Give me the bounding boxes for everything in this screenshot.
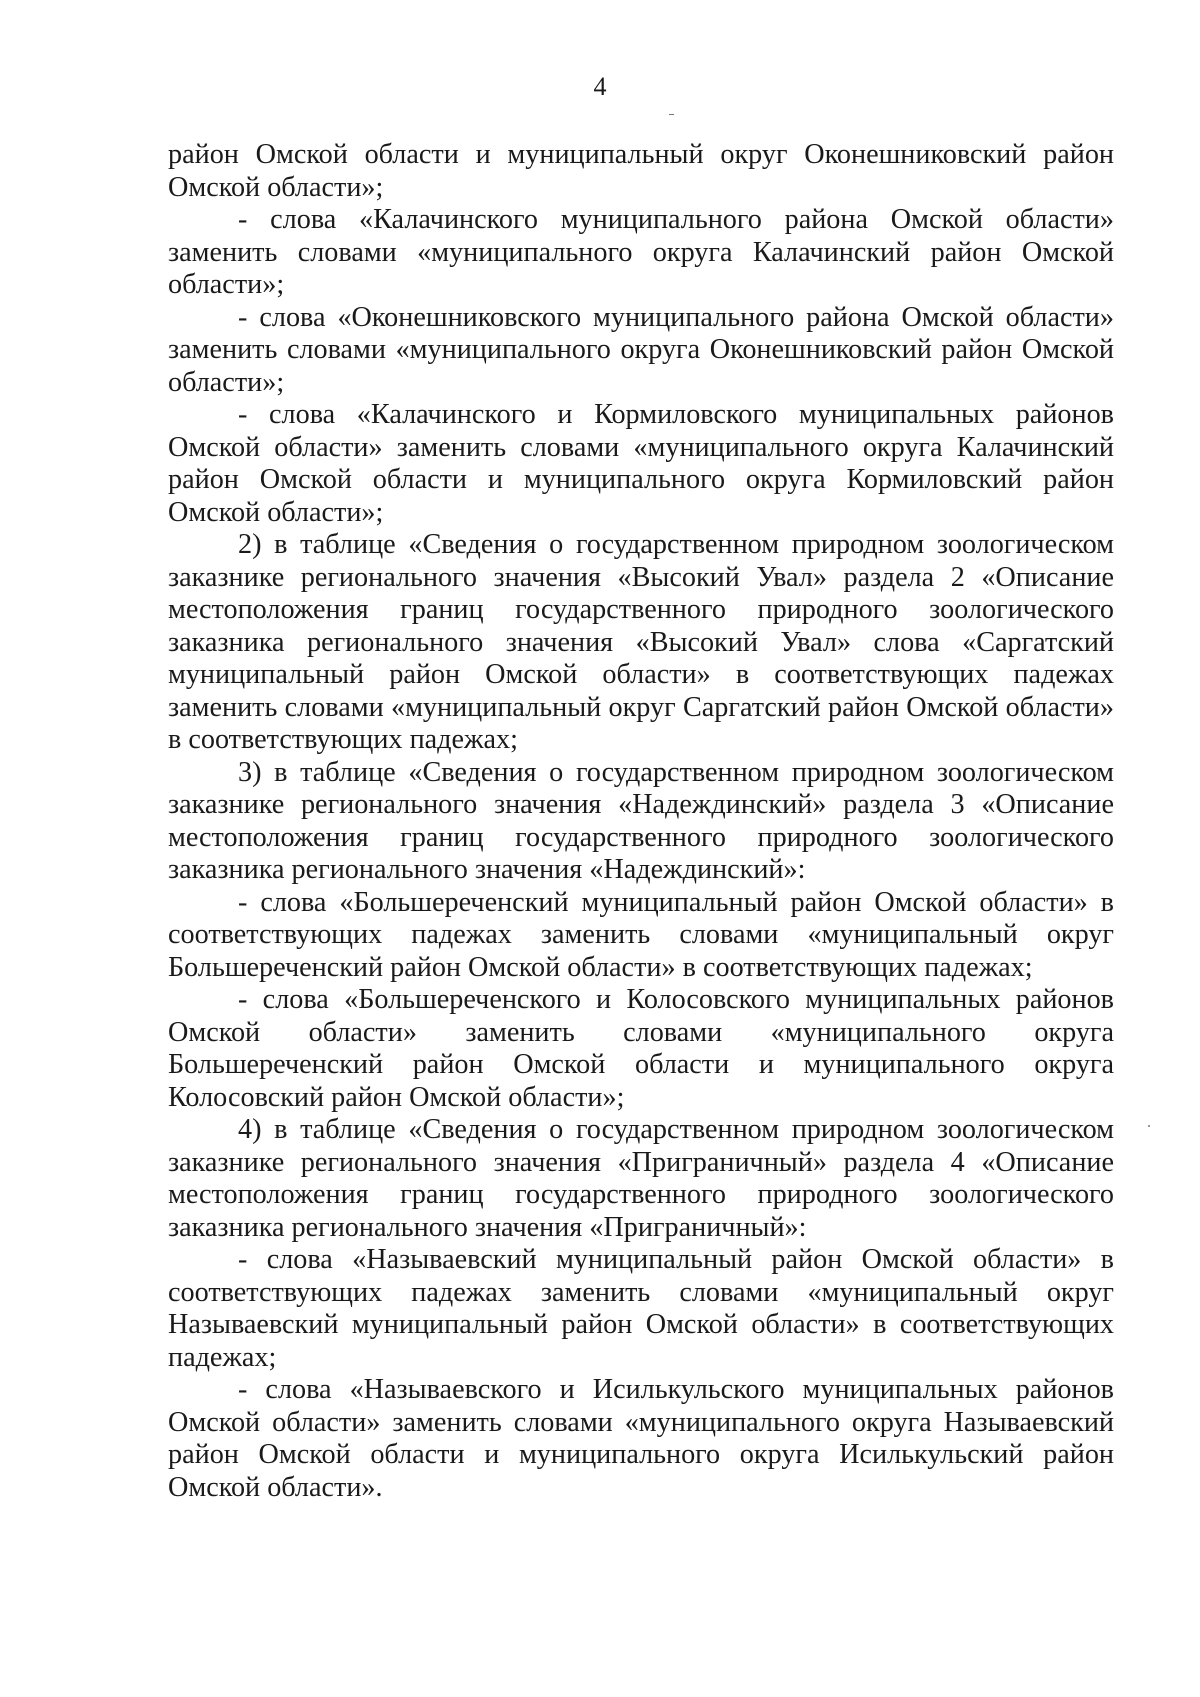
document-body (168, 139, 1114, 1504)
paragraph-okoneshnikovsky: - слова «Оконешниковского муниципального района Омской области» заменить словами «муниципального округа Оконешниковский район Омской области»; (168, 301, 1114, 398)
paragraph-item-3: 3) в таблице «Сведения о государственном природном зоологическом заказнике регионального значения «Надеждинский» раздела 3 «Описание местоположения границ государственного природного зоологического заказника регионального значения «Надеждинский»: (168, 756, 1114, 885)
paragraph-nazyvaevsky: - слова «Называевский муниципальный район Омской области» в соответствующих падежах заменить словами «муниципальный округ Называевский муниципальный район Омской области» в соответствующих падежах; (168, 1244, 1114, 1373)
scan-mark (1148, 1125, 1150, 1127)
page-number: 4 (593, 72, 607, 101)
paragraph-bolsherechensky: - слова «Большереченский муниципальный район Омской области» в соответствующих падежах заменить словами «муниципальный округ Большереченский район Омской области» в соответствующих падежах; (168, 886, 1114, 983)
paragraph-kalachinsky-kormilovsky: - слова «Калачинского и Кормиловского муниципальных районов Омской области» заменить словами «муниципального округа Калачинский район Омской области и муниципального округа Кормиловский район Омской области»; (168, 399, 1114, 528)
paragraph-bolsherechensky-kolosovsky: - слова «Большереченского и Колосовского муниципальных районов Омской области» заменить словами «муниципального округа Большереченский район Омской области и муниципального округа Колосовский район Омской области»; (168, 984, 1114, 1113)
paragraph-kalachinsky: - слова «Калачинского муниципального района Омской области» заменить словами «муниципального округа Калачинский район Омской области»; (168, 204, 1114, 300)
paragraph-continuation: район Омской области и муниципальный округ Оконешниковский район Омской области»; (168, 139, 1114, 203)
paragraph-item-2: 2) в таблице «Сведения о государственном природном зоологическом заказнике регионального значения «Высокий Увал» раздела 2 «Описание местоположения границ государственного природного зоологического заказника регионального значения «Высокий Увал» слова «Саргатский муниципальный район Омской области» в соответствующих падежах заменить словами «муниципальный округ Саргатский район Омской области» в соответствующих падежах; (168, 529, 1114, 755)
paragraph-item-4: 4) в таблице «Сведения о государственном природном зоологическом заказнике регионального значения «Приграничный» раздела 4 «Описание местоположения границ государственного природного зоологического заказника регионального значения «Приграничный»: (168, 1114, 1114, 1243)
scan-mark (669, 114, 674, 115)
paragraph-nazyvaevsky-isilkulsky: - слова «Называевского и Исилькульского муниципальных районов Омской области» заменить словами «муниципального округа Называевский район Омской области и муниципального округа Исилькульский район Омской области». (168, 1374, 1114, 1503)
